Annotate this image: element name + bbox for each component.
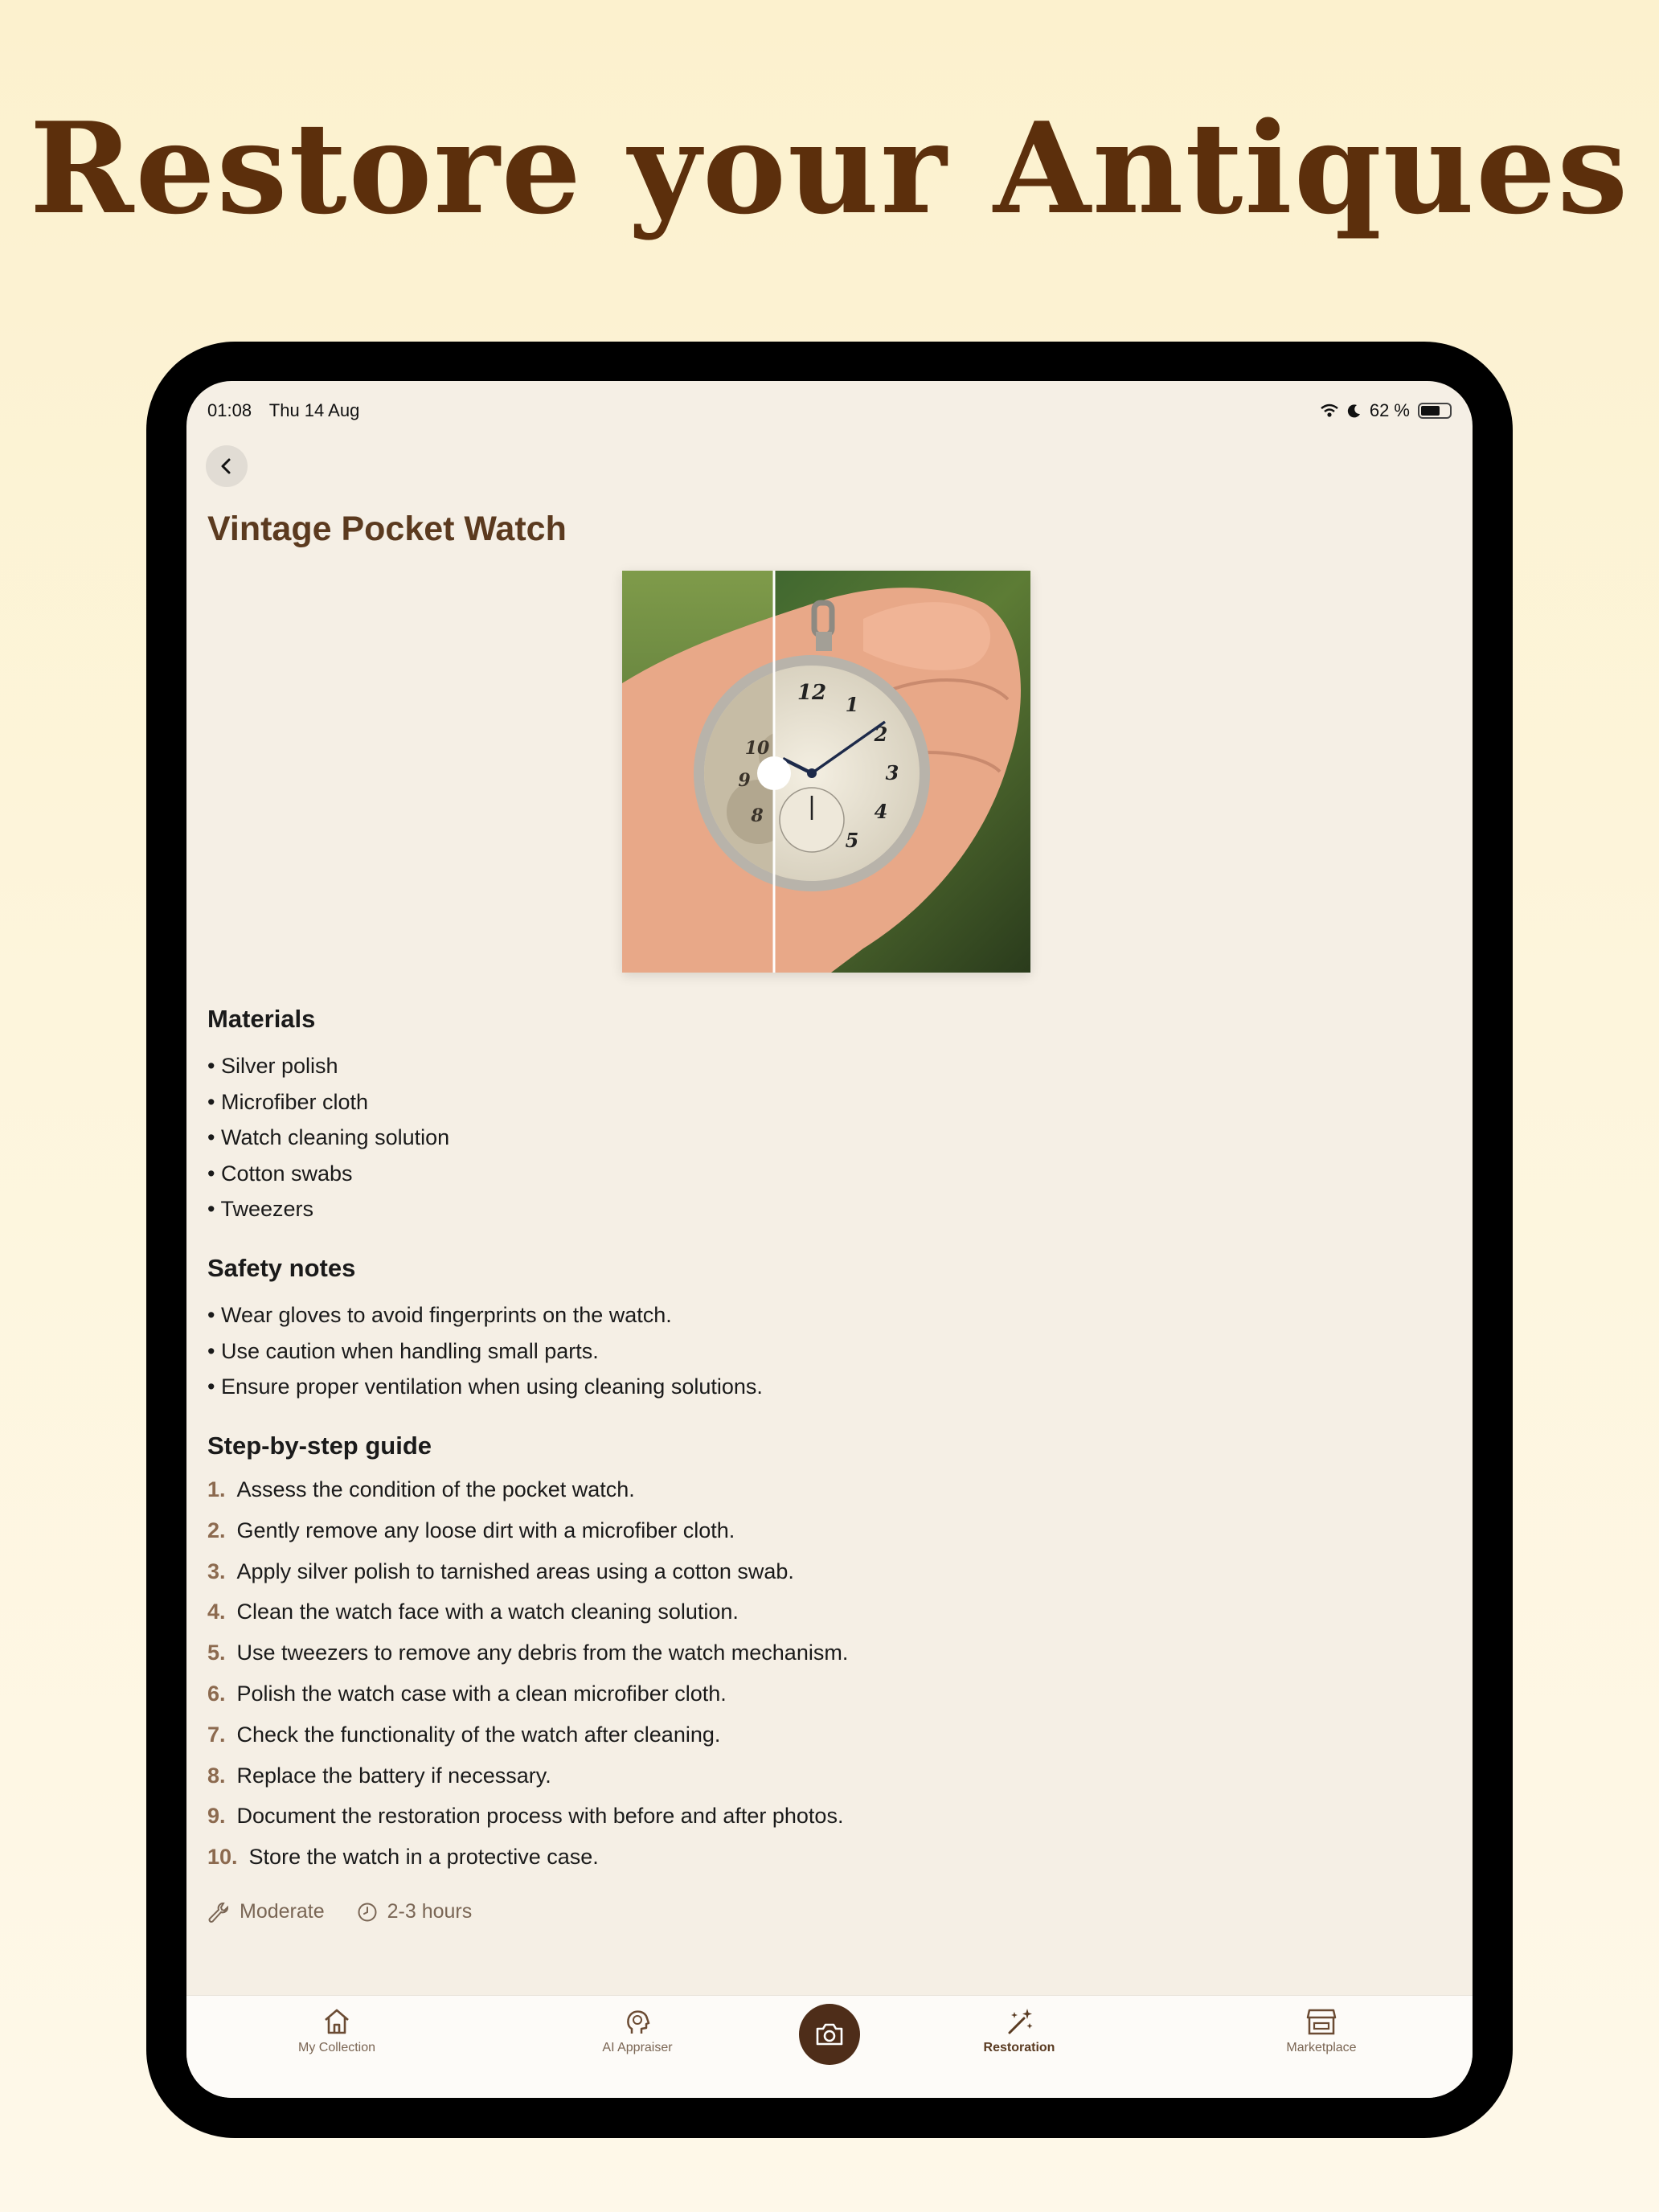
tab-bar: [186, 1995, 1473, 2098]
step-number: 3.: [207, 1559, 226, 1583]
step-text: Document the restoration process with before and after photos.: [236, 1804, 844, 1829]
list-item: • Cotton swabs: [207, 1156, 449, 1192]
tab-ai-appraiser[interactable]: [557, 2007, 718, 2055]
camera-icon: [814, 2022, 845, 2046]
step-text: Clean the watch face with a watch cleaning solution.: [236, 1600, 739, 1624]
step-text: Check the functionality of the watch after cleaning.: [236, 1722, 721, 1747]
list-item: • Tweezers: [207, 1191, 449, 1227]
step-number: 6.: [207, 1681, 226, 1706]
guide-steps-list: [207, 1469, 848, 1878]
list-item: • Silver polish: [207, 1048, 449, 1084]
step-item: [207, 1510, 848, 1551]
step-number: 4.: [207, 1600, 226, 1624]
step-number: 5.: [207, 1641, 226, 1665]
step-item: [207, 1632, 848, 1673]
list-item: • Watch cleaning solution: [207, 1120, 449, 1156]
chevron-left-icon: [218, 457, 236, 475]
step-item: [207, 1469, 848, 1510]
step-number: 7.: [207, 1722, 226, 1747]
step-item: [207, 1837, 848, 1878]
safety-list: [207, 1297, 763, 1405]
moon-icon: [1347, 403, 1362, 418]
app-screen: [186, 381, 1473, 2098]
slider-handle: [757, 756, 791, 790]
tab-marketplace[interactable]: [1241, 2007, 1402, 2055]
tab-label: Marketplace: [1286, 2041, 1357, 2054]
status-bar: [207, 392, 1452, 429]
step-text: Replace the battery if necessary.: [236, 1763, 551, 1788]
camera-button[interactable]: [799, 2004, 860, 2065]
step-item: [207, 1755, 848, 1796]
step-number: 2.: [207, 1518, 226, 1542]
house-icon: [321, 2007, 353, 2036]
wifi-icon: [1320, 403, 1339, 418]
svg-text:8: 8: [751, 805, 764, 826]
page-title: Vintage Pocket Watch: [207, 510, 567, 548]
step-item: [207, 1591, 848, 1632]
store-icon: [1305, 2007, 1337, 2036]
tab-label: My Collection: [297, 2041, 376, 2054]
svg-text:9: 9: [738, 770, 751, 791]
tab-restoration[interactable]: [939, 2007, 1100, 2055]
status-time: 01:08: [207, 400, 252, 420]
difficulty-label: Moderate: [240, 1900, 325, 1923]
materials-list: [207, 1048, 449, 1227]
svg-text:4: 4: [874, 800, 888, 823]
step-number: 8.: [207, 1763, 226, 1788]
step-text: Use tweezers to remove any debris from the watch mechanism.: [236, 1641, 849, 1665]
battery-icon: [1418, 403, 1452, 419]
duration-label: 2-3 hours: [387, 1900, 473, 1923]
svg-text:5: 5: [845, 829, 859, 852]
battery-percent: 62 %: [1369, 400, 1410, 420]
restoration-meta: [207, 1900, 472, 1923]
step-item: [207, 1551, 848, 1592]
list-item: • Wear gloves to avoid fingerprints on the watch.: [207, 1297, 763, 1333]
safety-heading: Safety notes: [207, 1254, 356, 1282]
step-text: Gently remove any loose dirt with a microfiber cloth.: [236, 1518, 735, 1542]
magic-wand-icon: [1003, 2007, 1035, 2036]
svg-text:3: 3: [885, 761, 899, 784]
materials-heading: Materials: [207, 1005, 316, 1033]
list-item: • Use caution when handling small parts.: [207, 1333, 763, 1370]
guide-heading: Step-by-step guide: [207, 1432, 432, 1460]
wrench-icon: [207, 1901, 230, 1923]
step-text: Apply silver polish to tarnished areas using a cotton swab.: [236, 1559, 794, 1583]
step-item: [207, 1714, 848, 1755]
svg-text:1: 1: [845, 693, 859, 716]
step-item: [207, 1796, 848, 1837]
before-after-slider[interactable]: [622, 571, 1030, 973]
svg-text:10: 10: [744, 738, 770, 759]
headline: Restore your Antiques: [29, 95, 1630, 242]
clock-icon: [357, 1902, 378, 1923]
step-item: [207, 1673, 848, 1714]
list-item: • Microfiber cloth: [207, 1084, 449, 1120]
svg-text:12: 12: [797, 681, 827, 705]
step-number: 1.: [207, 1477, 226, 1501]
back-button[interactable]: [206, 445, 248, 487]
svg-text:2: 2: [874, 723, 888, 746]
tab-label: AI Appraiser: [602, 2041, 673, 2054]
step-number: 9.: [207, 1804, 226, 1829]
before-after-image: [622, 571, 1030, 973]
step-text: Polish the watch case with a clean microfiber cloth.: [236, 1681, 727, 1706]
tab-label: Restoration: [983, 2041, 1055, 2054]
list-item: • Ensure proper ventilation when using cleaning solutions.: [207, 1369, 763, 1405]
head-icon: [621, 2007, 653, 2036]
status-date: Thu 14 Aug: [268, 400, 360, 420]
step-number: 10.: [207, 1845, 238, 1870]
tab-my-collection[interactable]: [256, 2007, 417, 2055]
step-text: Store the watch in a protective case.: [248, 1845, 599, 1870]
step-text: Assess the condition of the pocket watch.: [236, 1477, 635, 1501]
